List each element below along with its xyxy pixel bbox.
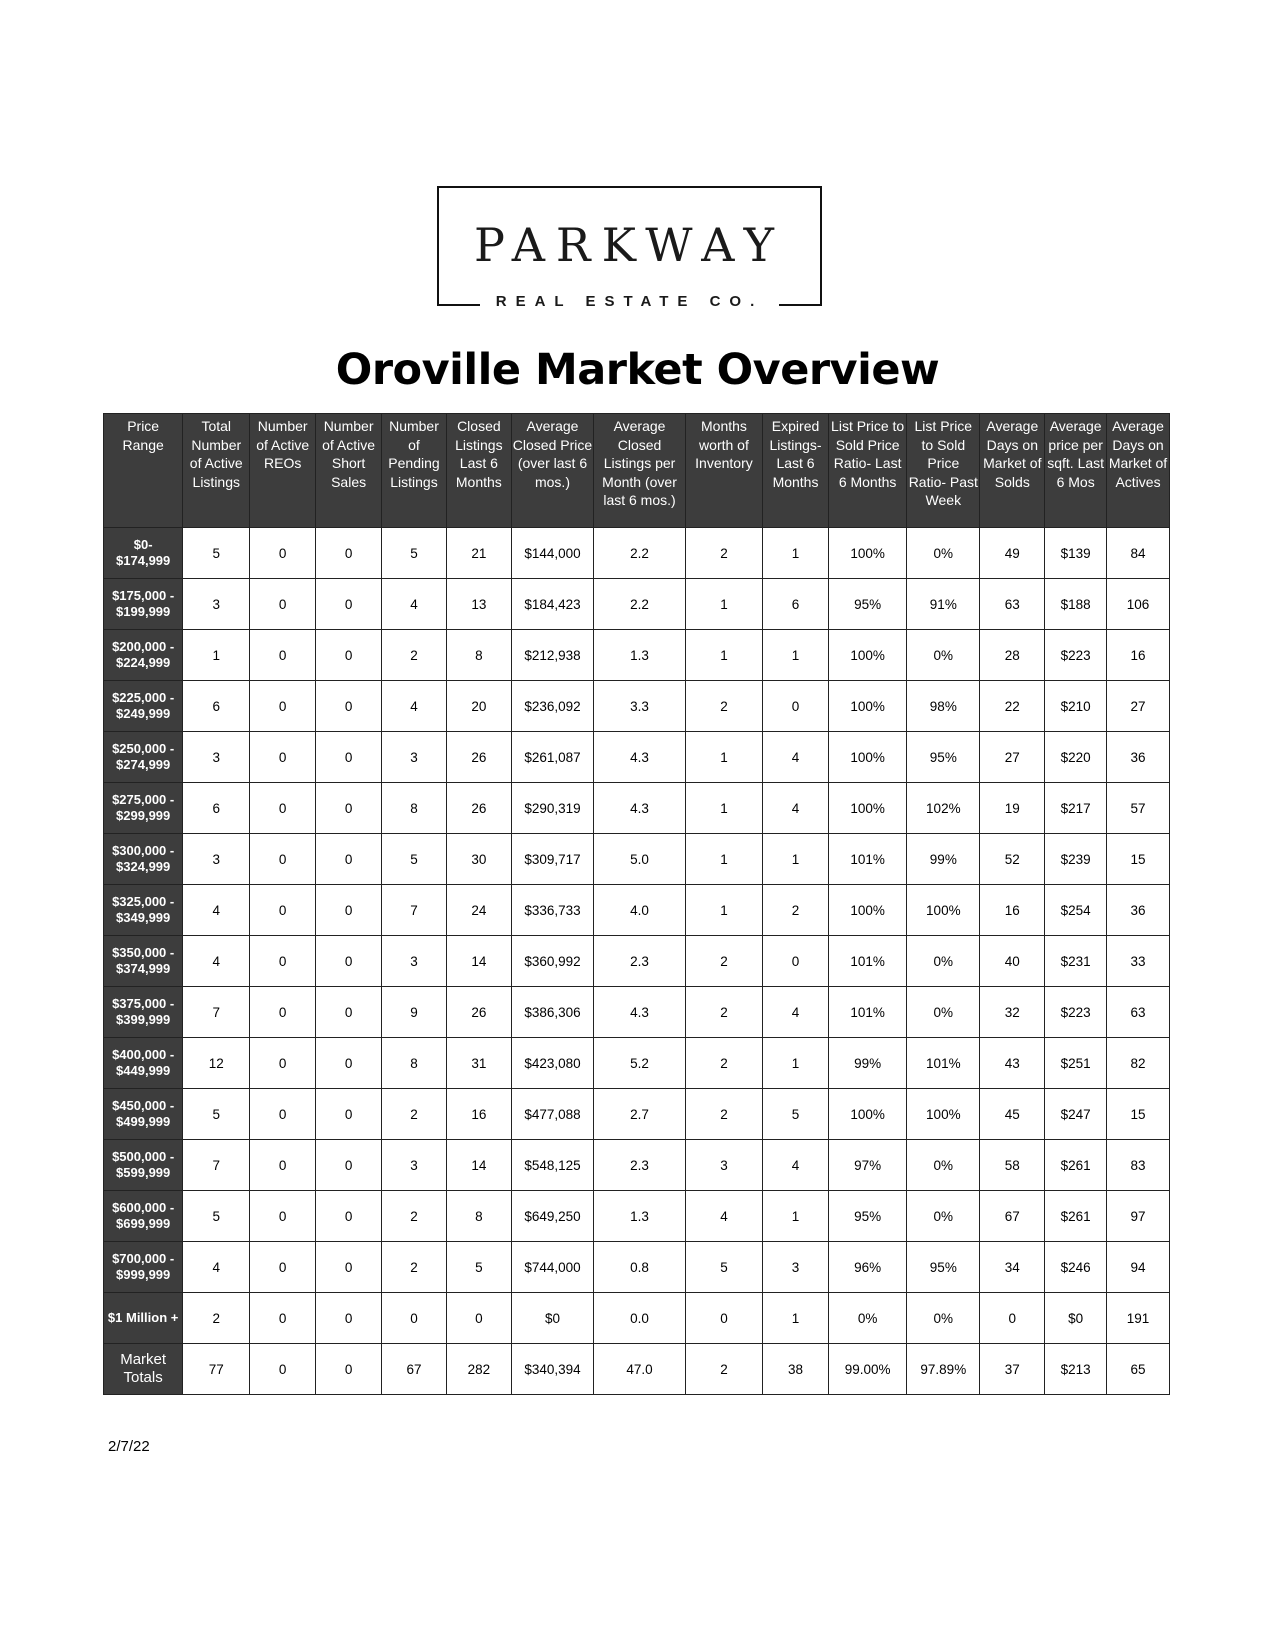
table-cell: 97 bbox=[1107, 1191, 1170, 1242]
column-header: Number of Active Short Sales bbox=[316, 414, 382, 528]
table-cell: 5.0 bbox=[594, 834, 686, 885]
table-cell: 97% bbox=[828, 1140, 906, 1191]
table-cell: 0 bbox=[316, 1140, 382, 1191]
table-cell: 2.2 bbox=[594, 528, 686, 579]
table-cell: 0 bbox=[250, 1140, 316, 1191]
table-cell: 2 bbox=[685, 1344, 762, 1395]
table-cell: 2 bbox=[382, 630, 447, 681]
table-cell: 0 bbox=[316, 783, 382, 834]
table-cell: 95% bbox=[907, 1242, 980, 1293]
table-cell: 0% bbox=[907, 1293, 980, 1344]
table-cell: 26 bbox=[446, 783, 511, 834]
table-cell: $649,250 bbox=[511, 1191, 593, 1242]
table-row bbox=[104, 936, 1170, 987]
table-cell: 84 bbox=[1107, 528, 1170, 579]
table-cell: 100% bbox=[828, 732, 906, 783]
table-cell: 97.89% bbox=[907, 1344, 980, 1395]
table-cell: 2.2 bbox=[594, 579, 686, 630]
table-cell: 0 bbox=[316, 936, 382, 987]
table-cell: 0% bbox=[907, 630, 980, 681]
table-cell: 95% bbox=[828, 1191, 906, 1242]
table-cell: 2 bbox=[382, 1191, 447, 1242]
table-cell: 3 bbox=[183, 579, 250, 630]
table-cell: $239 bbox=[1045, 834, 1107, 885]
column-header: Average Days on Market of Solds bbox=[980, 414, 1045, 528]
table-row bbox=[104, 681, 1170, 732]
table-cell: $184,423 bbox=[511, 579, 593, 630]
table-cell: 95% bbox=[828, 579, 906, 630]
column-header: Number of Pending Listings bbox=[382, 414, 447, 528]
table-cell: 100% bbox=[828, 630, 906, 681]
table-cell: 1 bbox=[183, 630, 250, 681]
table-cell: 7 bbox=[183, 1140, 250, 1191]
table-cell: 0 bbox=[316, 579, 382, 630]
table-cell: $251 bbox=[1045, 1038, 1107, 1089]
table-cell: 5 bbox=[183, 528, 250, 579]
price-range-label: $200,000 - $224,999 bbox=[104, 630, 183, 681]
table-cell: 102% bbox=[907, 783, 980, 834]
table-cell: 1 bbox=[763, 1191, 829, 1242]
table-cell: 1 bbox=[685, 885, 762, 936]
table-cell: $231 bbox=[1045, 936, 1107, 987]
table-cell: $261 bbox=[1045, 1140, 1107, 1191]
price-range-label: $250,000 - $274,999 bbox=[104, 732, 183, 783]
table-cell: 2 bbox=[685, 936, 762, 987]
table-cell: $210 bbox=[1045, 681, 1107, 732]
table-cell: 0 bbox=[316, 1038, 382, 1089]
table-cell: $290,319 bbox=[511, 783, 593, 834]
table-cell: 0 bbox=[316, 732, 382, 783]
price-range-label: $275,000 - $299,999 bbox=[104, 783, 183, 834]
table-cell: 16 bbox=[980, 885, 1045, 936]
table-cell: $139 bbox=[1045, 528, 1107, 579]
table-cell: 4 bbox=[763, 1140, 829, 1191]
table-cell: $220 bbox=[1045, 732, 1107, 783]
table-cell: 43 bbox=[980, 1038, 1045, 1089]
table-cell: 30 bbox=[446, 834, 511, 885]
table-cell: 3 bbox=[382, 1140, 447, 1191]
table-row bbox=[104, 987, 1170, 1038]
table-cell: $188 bbox=[1045, 579, 1107, 630]
table-cell: 38 bbox=[763, 1344, 829, 1395]
table-cell: $217 bbox=[1045, 783, 1107, 834]
table-row bbox=[104, 885, 1170, 936]
table-cell: 0 bbox=[316, 1191, 382, 1242]
table-cell: 45 bbox=[980, 1089, 1045, 1140]
table-cell: 5 bbox=[183, 1191, 250, 1242]
table-cell: 101% bbox=[828, 936, 906, 987]
table-cell: 100% bbox=[907, 885, 980, 936]
table-cell: 67 bbox=[382, 1344, 447, 1395]
table-cell: 0 bbox=[250, 834, 316, 885]
table-cell: 32 bbox=[980, 987, 1045, 1038]
table-cell: 8 bbox=[446, 1191, 511, 1242]
table-cell: $548,125 bbox=[511, 1140, 593, 1191]
table-cell: 0 bbox=[446, 1293, 511, 1344]
table-cell: 101% bbox=[828, 834, 906, 885]
table-row bbox=[104, 1191, 1170, 1242]
table-cell: $254 bbox=[1045, 885, 1107, 936]
table-cell: 2.3 bbox=[594, 936, 686, 987]
price-range-label: $700,000 - $999,999 bbox=[104, 1242, 183, 1293]
table-cell: 13 bbox=[446, 579, 511, 630]
table-cell: 4 bbox=[382, 579, 447, 630]
table-cell: 0 bbox=[316, 987, 382, 1038]
table-cell: 94 bbox=[1107, 1242, 1170, 1293]
table-cell: $223 bbox=[1045, 987, 1107, 1038]
table-cell: 2 bbox=[183, 1293, 250, 1344]
table-cell: 0% bbox=[907, 528, 980, 579]
table-cell: 2 bbox=[382, 1242, 447, 1293]
table-cell: 0.0 bbox=[594, 1293, 686, 1344]
table-row bbox=[104, 1293, 1170, 1344]
page-title: Oroville Market Overview bbox=[335, 345, 940, 395]
table-cell: 0% bbox=[907, 987, 980, 1038]
column-header: Months worth of Inventory bbox=[685, 414, 762, 528]
table-cell: 3 bbox=[183, 834, 250, 885]
price-range-label: $375,000 - $399,999 bbox=[104, 987, 183, 1038]
table-cell: $340,394 bbox=[511, 1344, 593, 1395]
table-cell: 5 bbox=[446, 1242, 511, 1293]
table-cell: 19 bbox=[980, 783, 1045, 834]
table-cell: 0 bbox=[763, 936, 829, 987]
table-cell: 100% bbox=[828, 885, 906, 936]
table-cell: 100% bbox=[828, 1089, 906, 1140]
table-cell: 1.3 bbox=[594, 1191, 686, 1242]
table-cell: 4 bbox=[183, 936, 250, 987]
logo-subtitle-wrap bbox=[437, 290, 822, 314]
table-cell: 63 bbox=[1107, 987, 1170, 1038]
table-cell: 0 bbox=[316, 834, 382, 885]
table-cell: 100% bbox=[828, 528, 906, 579]
price-range-label: $175,000 - $199,999 bbox=[104, 579, 183, 630]
table-cell: 26 bbox=[446, 987, 511, 1038]
table-cell: 3 bbox=[685, 1140, 762, 1191]
table-cell: 0% bbox=[828, 1293, 906, 1344]
table-cell: 0 bbox=[316, 1293, 382, 1344]
table-cell: 63 bbox=[980, 579, 1045, 630]
table-cell: 0 bbox=[763, 681, 829, 732]
table-cell: 0 bbox=[250, 630, 316, 681]
table-cell: 1 bbox=[685, 834, 762, 885]
price-range-label: $350,000 - $374,999 bbox=[104, 936, 183, 987]
table-cell: 40 bbox=[980, 936, 1045, 987]
table-cell: 1 bbox=[763, 1038, 829, 1089]
price-range-label: $400,000 - $449,999 bbox=[104, 1038, 183, 1089]
price-range-label: $600,000 - $699,999 bbox=[104, 1191, 183, 1242]
table-cell: $0 bbox=[511, 1293, 593, 1344]
table-cell: $247 bbox=[1045, 1089, 1107, 1140]
table-cell: 0 bbox=[316, 1344, 382, 1395]
table-cell: 101% bbox=[828, 987, 906, 1038]
table-cell: 26 bbox=[446, 732, 511, 783]
table-cell: 282 bbox=[446, 1344, 511, 1395]
table-cell: 1 bbox=[685, 783, 762, 834]
table-cell: 0% bbox=[907, 936, 980, 987]
table-cell: 3 bbox=[763, 1242, 829, 1293]
table-cell: 1 bbox=[763, 630, 829, 681]
table-row bbox=[104, 1242, 1170, 1293]
logo-subtitle: REAL ESTATE CO. bbox=[480, 290, 780, 314]
table-cell: 106 bbox=[1107, 579, 1170, 630]
table-cell: 0 bbox=[382, 1293, 447, 1344]
logo-wordmark: PARKWAY bbox=[473, 218, 786, 272]
table-cell: $261 bbox=[1045, 1191, 1107, 1242]
price-range-label: $1 Million + bbox=[104, 1293, 183, 1344]
table-cell: 2.3 bbox=[594, 1140, 686, 1191]
table-cell: 4 bbox=[382, 681, 447, 732]
table-cell: 2 bbox=[685, 987, 762, 1038]
table-cell: 99.00% bbox=[828, 1344, 906, 1395]
table-cell: 3 bbox=[382, 936, 447, 987]
table-cell: 0 bbox=[685, 1293, 762, 1344]
table-row bbox=[104, 732, 1170, 783]
table-cell: $223 bbox=[1045, 630, 1107, 681]
table-row bbox=[104, 630, 1170, 681]
table-cell: 1 bbox=[763, 834, 829, 885]
table-cell: $309,717 bbox=[511, 834, 593, 885]
table-cell: 2 bbox=[763, 885, 829, 936]
price-range-label: $325,000 - $349,999 bbox=[104, 885, 183, 936]
table-cell: 16 bbox=[1107, 630, 1170, 681]
table-cell: 100% bbox=[907, 1089, 980, 1140]
table-cell: 28 bbox=[980, 630, 1045, 681]
table-cell: 4.0 bbox=[594, 885, 686, 936]
table-cell: 0 bbox=[316, 681, 382, 732]
table-cell: 4.3 bbox=[594, 987, 686, 1038]
table-cell: 4 bbox=[763, 987, 829, 1038]
table-cell: 5 bbox=[763, 1089, 829, 1140]
table-cell: 1 bbox=[685, 630, 762, 681]
table-body bbox=[104, 528, 1170, 1395]
table-cell: 4 bbox=[763, 732, 829, 783]
table-cell: 7 bbox=[183, 987, 250, 1038]
column-header: Average Days on Market of Actives bbox=[1107, 414, 1170, 528]
table-cell: 4 bbox=[183, 885, 250, 936]
table-cell: 0 bbox=[250, 783, 316, 834]
table-cell: 0% bbox=[907, 1140, 980, 1191]
table-cell: $423,080 bbox=[511, 1038, 593, 1089]
column-header: List Price to Sold Price Ratio- Last 6 Months bbox=[828, 414, 906, 528]
table-cell: 0 bbox=[250, 1038, 316, 1089]
table-cell: 14 bbox=[446, 936, 511, 987]
table-cell: 95% bbox=[907, 732, 980, 783]
table-cell: $744,000 bbox=[511, 1242, 593, 1293]
table-cell: $477,088 bbox=[511, 1089, 593, 1140]
table-cell: 99% bbox=[828, 1038, 906, 1089]
table-cell: 52 bbox=[980, 834, 1045, 885]
table-header-row bbox=[104, 414, 1170, 528]
column-header: Price Range bbox=[104, 414, 183, 528]
table-cell: 5 bbox=[382, 528, 447, 579]
table-row bbox=[104, 1038, 1170, 1089]
column-header: Average Closed Listings per Month (over last 6 mos.) bbox=[594, 414, 686, 528]
table-cell: 8 bbox=[382, 1038, 447, 1089]
table-cell: 0 bbox=[250, 1089, 316, 1140]
table-cell: 7 bbox=[382, 885, 447, 936]
column-header: Average price per sqft. Last 6 Mos bbox=[1045, 414, 1107, 528]
table-cell: 5 bbox=[382, 834, 447, 885]
table-cell: 0 bbox=[250, 1242, 316, 1293]
report-date: 2/7/22 bbox=[108, 1438, 150, 1455]
table-cell: $0 bbox=[1045, 1293, 1107, 1344]
table-cell: $212,938 bbox=[511, 630, 593, 681]
table-cell: 3.3 bbox=[594, 681, 686, 732]
table-cell: $386,306 bbox=[511, 987, 593, 1038]
table-cell: 0.8 bbox=[594, 1242, 686, 1293]
table-cell: 0 bbox=[250, 987, 316, 1038]
parkway-logo bbox=[437, 186, 822, 310]
table-cell: 1 bbox=[685, 579, 762, 630]
table-cell: 0 bbox=[316, 630, 382, 681]
table-cell: 9 bbox=[382, 987, 447, 1038]
column-header: Number of Active REOs bbox=[250, 414, 316, 528]
table-cell: 77 bbox=[183, 1344, 250, 1395]
table-cell: 27 bbox=[1107, 681, 1170, 732]
table-cell: 5.2 bbox=[594, 1038, 686, 1089]
table-cell: 2.7 bbox=[594, 1089, 686, 1140]
price-range-label: $450,000 - $499,999 bbox=[104, 1089, 183, 1140]
table-cell: 36 bbox=[1107, 885, 1170, 936]
price-range-label: $300,000 - $324,999 bbox=[104, 834, 183, 885]
table-cell: 65 bbox=[1107, 1344, 1170, 1395]
table-cell: 4 bbox=[763, 783, 829, 834]
price-range-label: $500,000 - $599,999 bbox=[104, 1140, 183, 1191]
table-row bbox=[104, 579, 1170, 630]
table-cell: $213 bbox=[1045, 1344, 1107, 1395]
table-cell: $336,733 bbox=[511, 885, 593, 936]
table-cell: 0 bbox=[250, 681, 316, 732]
table-cell: 0 bbox=[250, 579, 316, 630]
table-cell: 27 bbox=[980, 732, 1045, 783]
table-cell: 31 bbox=[446, 1038, 511, 1089]
table-cell: 4 bbox=[685, 1191, 762, 1242]
table-cell: 0 bbox=[250, 885, 316, 936]
table-cell: 0 bbox=[316, 885, 382, 936]
table-row bbox=[104, 1140, 1170, 1191]
table-row bbox=[104, 783, 1170, 834]
table-cell: 37 bbox=[980, 1344, 1045, 1395]
table-cell: 12 bbox=[183, 1038, 250, 1089]
table-cell: 0 bbox=[316, 1242, 382, 1293]
table-cell: 83 bbox=[1107, 1140, 1170, 1191]
table-row bbox=[104, 834, 1170, 885]
table-cell: 21 bbox=[446, 528, 511, 579]
table-cell: 14 bbox=[446, 1140, 511, 1191]
table-cell: 36 bbox=[1107, 732, 1170, 783]
table-cell: 57 bbox=[1107, 783, 1170, 834]
table-cell: 6 bbox=[183, 681, 250, 732]
price-range-label: $225,000 - $249,999 bbox=[104, 681, 183, 732]
table-cell: 0 bbox=[250, 1293, 316, 1344]
table-cell: 0 bbox=[316, 1089, 382, 1140]
table-cell: 100% bbox=[828, 681, 906, 732]
table-cell: 101% bbox=[907, 1038, 980, 1089]
column-header: Expired Listings- Last 6 Months bbox=[763, 414, 829, 528]
table-cell: 15 bbox=[1107, 834, 1170, 885]
table-row bbox=[104, 1089, 1170, 1140]
table-cell: 6 bbox=[763, 579, 829, 630]
table-cell: 1 bbox=[763, 528, 829, 579]
price-range-label: $0- $174,999 bbox=[104, 528, 183, 579]
table-cell: $360,992 bbox=[511, 936, 593, 987]
table-cell: 0 bbox=[250, 1344, 316, 1395]
table-row bbox=[104, 528, 1170, 579]
table-cell: 1 bbox=[685, 732, 762, 783]
table-cell: 24 bbox=[446, 885, 511, 936]
table-cell: 22 bbox=[980, 681, 1045, 732]
table-cell: 0 bbox=[250, 1191, 316, 1242]
table-cell: $236,092 bbox=[511, 681, 593, 732]
table-cell: 5 bbox=[183, 1089, 250, 1140]
table-cell: 3 bbox=[183, 732, 250, 783]
table-cell: 3 bbox=[382, 732, 447, 783]
table-cell: 1.3 bbox=[594, 630, 686, 681]
column-header: Total Number of Active Listings bbox=[183, 414, 250, 528]
table-cell: 4.3 bbox=[594, 732, 686, 783]
table-cell: 34 bbox=[980, 1242, 1045, 1293]
table-cell: 4.3 bbox=[594, 783, 686, 834]
table-cell: 0 bbox=[980, 1293, 1045, 1344]
table-cell: 8 bbox=[382, 783, 447, 834]
table-cell: 0 bbox=[250, 732, 316, 783]
table-cell: 58 bbox=[980, 1140, 1045, 1191]
table-cell: 47.0 bbox=[594, 1344, 686, 1395]
totals-label: Market Totals bbox=[104, 1344, 183, 1395]
table-cell: 4 bbox=[183, 1242, 250, 1293]
table-cell: 99% bbox=[907, 834, 980, 885]
column-header: Closed Listings Last 6 Months bbox=[446, 414, 511, 528]
table-cell: 1 bbox=[763, 1293, 829, 1344]
table-cell: 67 bbox=[980, 1191, 1045, 1242]
table-cell: $261,087 bbox=[511, 732, 593, 783]
table-cell: 191 bbox=[1107, 1293, 1170, 1344]
table-cell: 16 bbox=[446, 1089, 511, 1140]
table-cell: 0 bbox=[250, 936, 316, 987]
table-cell: 6 bbox=[183, 783, 250, 834]
table-cell: 91% bbox=[907, 579, 980, 630]
table-cell: 20 bbox=[446, 681, 511, 732]
table-cell: 2 bbox=[685, 1089, 762, 1140]
table-cell: 15 bbox=[1107, 1089, 1170, 1140]
column-header: List Price to Sold Price Ratio- Past Week bbox=[907, 414, 980, 528]
table-cell: 2 bbox=[685, 681, 762, 732]
table-cell: 5 bbox=[685, 1242, 762, 1293]
table-cell: 98% bbox=[907, 681, 980, 732]
table-cell: 82 bbox=[1107, 1038, 1170, 1089]
table-cell: 0% bbox=[907, 1191, 980, 1242]
table-cell: 33 bbox=[1107, 936, 1170, 987]
table-cell: 8 bbox=[446, 630, 511, 681]
table-cell: 0 bbox=[316, 528, 382, 579]
table-cell: 2 bbox=[685, 528, 762, 579]
table-cell: $144,000 bbox=[511, 528, 593, 579]
totals-row bbox=[104, 1344, 1170, 1395]
table-cell: $246 bbox=[1045, 1242, 1107, 1293]
market-table bbox=[103, 413, 1170, 1395]
table-cell: 0 bbox=[250, 528, 316, 579]
column-header: Average Closed Price (over last 6 mos.) bbox=[511, 414, 593, 528]
table-cell: 2 bbox=[382, 1089, 447, 1140]
table-cell: 49 bbox=[980, 528, 1045, 579]
table-cell: 96% bbox=[828, 1242, 906, 1293]
table-cell: 2 bbox=[685, 1038, 762, 1089]
table-cell: 100% bbox=[828, 783, 906, 834]
